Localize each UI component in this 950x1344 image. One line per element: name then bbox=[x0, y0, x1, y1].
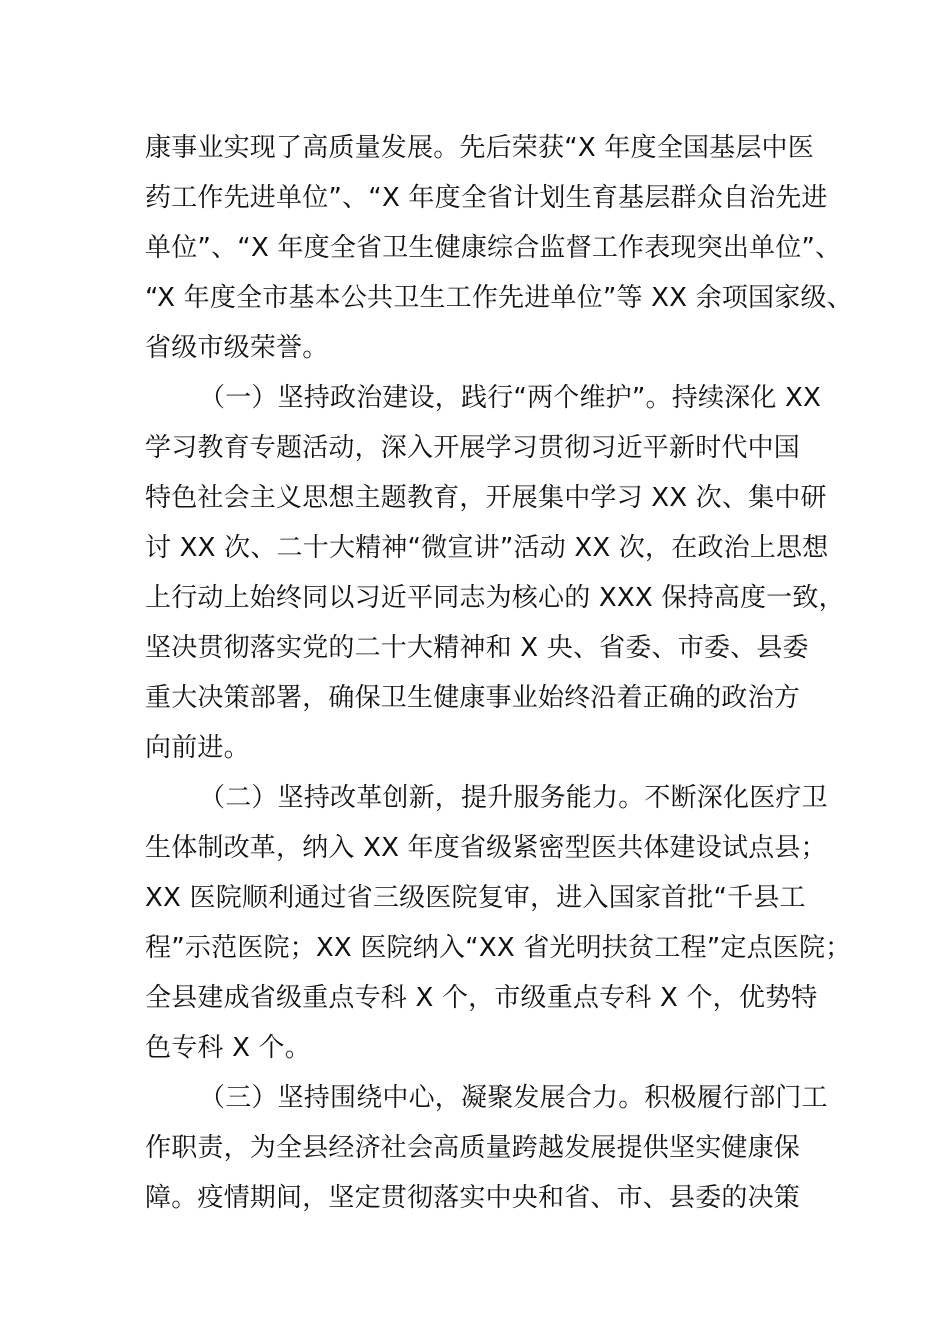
text-line: 坚决贯彻落实党的二十大精神和 X 央、省委、市委、县委 bbox=[145, 633, 809, 663]
text-line: 全县建成省级重点专科 X 个，市级重点专科 X 个，优势特 bbox=[145, 983, 818, 1013]
text-line: 讨 XX 次、二十大精神“微宣讲”活动 XX 次，在政治上思想 bbox=[145, 533, 829, 563]
text-line: 学习教育专题活动，深入开展学习贯彻习近平新时代中国 bbox=[145, 433, 801, 463]
text-line: 重大决策部署，确保卫生健康事业始终沿着正确的政治方 bbox=[145, 683, 801, 713]
text-line: 向前进。 bbox=[145, 733, 250, 763]
text-line: 省级市级荣誉。 bbox=[145, 333, 329, 363]
text-line: 色专科 X 个。 bbox=[145, 1033, 311, 1063]
section-heading-line: （二）坚持改革创新，提升服务能力。不断深化医疗卫 bbox=[199, 783, 828, 813]
text-line: XX 医院顺利通过省三级医院复审，进入国家首批“千县工 bbox=[145, 883, 806, 913]
text-line: 程”示范医院；XX 医院纳入“XX 省光明扶贫工程”定点医院； bbox=[145, 933, 852, 963]
text-line: 康事业实现了高质量发展。先后荣获“X 年度全国基层中医 bbox=[145, 133, 814, 163]
text-line: 药工作先进单位”、“X 年度全省计划生育基层群众自治先进 bbox=[145, 183, 828, 213]
text-line: 上行动上始终同以习近平同志为核心的 XXX 保持高度一致， bbox=[145, 583, 845, 613]
text-line: 生体制改革，纳入 XX 年度省级紧密型医共体建设试点县； bbox=[145, 833, 827, 863]
text-line: 单位”、“X 年度全省卫生健康综合监督工作表现突出单位”、 bbox=[145, 233, 842, 263]
text-line: 障。疫情期间，坚定贯彻落实中央和省、市、县委的决策 bbox=[145, 1183, 801, 1213]
text-line: 特色社会主义思想主题教育，开展集中学习 XX 次、集中研 bbox=[145, 483, 827, 513]
section-heading-line: （三）坚持围绕中心，凝聚发展合力。积极履行部门工 bbox=[199, 1083, 828, 1113]
text-line: 作职责，为全县经济社会高质量跨越发展提供坚实健康保 bbox=[145, 1133, 801, 1163]
section-heading-line: （一）坚持政治建设，践行“两个维护”。持续深化 XX bbox=[199, 383, 822, 413]
text-line: “X 年度全市基本公共卫生工作先进单位”等 XX 余项国家级、 bbox=[145, 283, 853, 313]
